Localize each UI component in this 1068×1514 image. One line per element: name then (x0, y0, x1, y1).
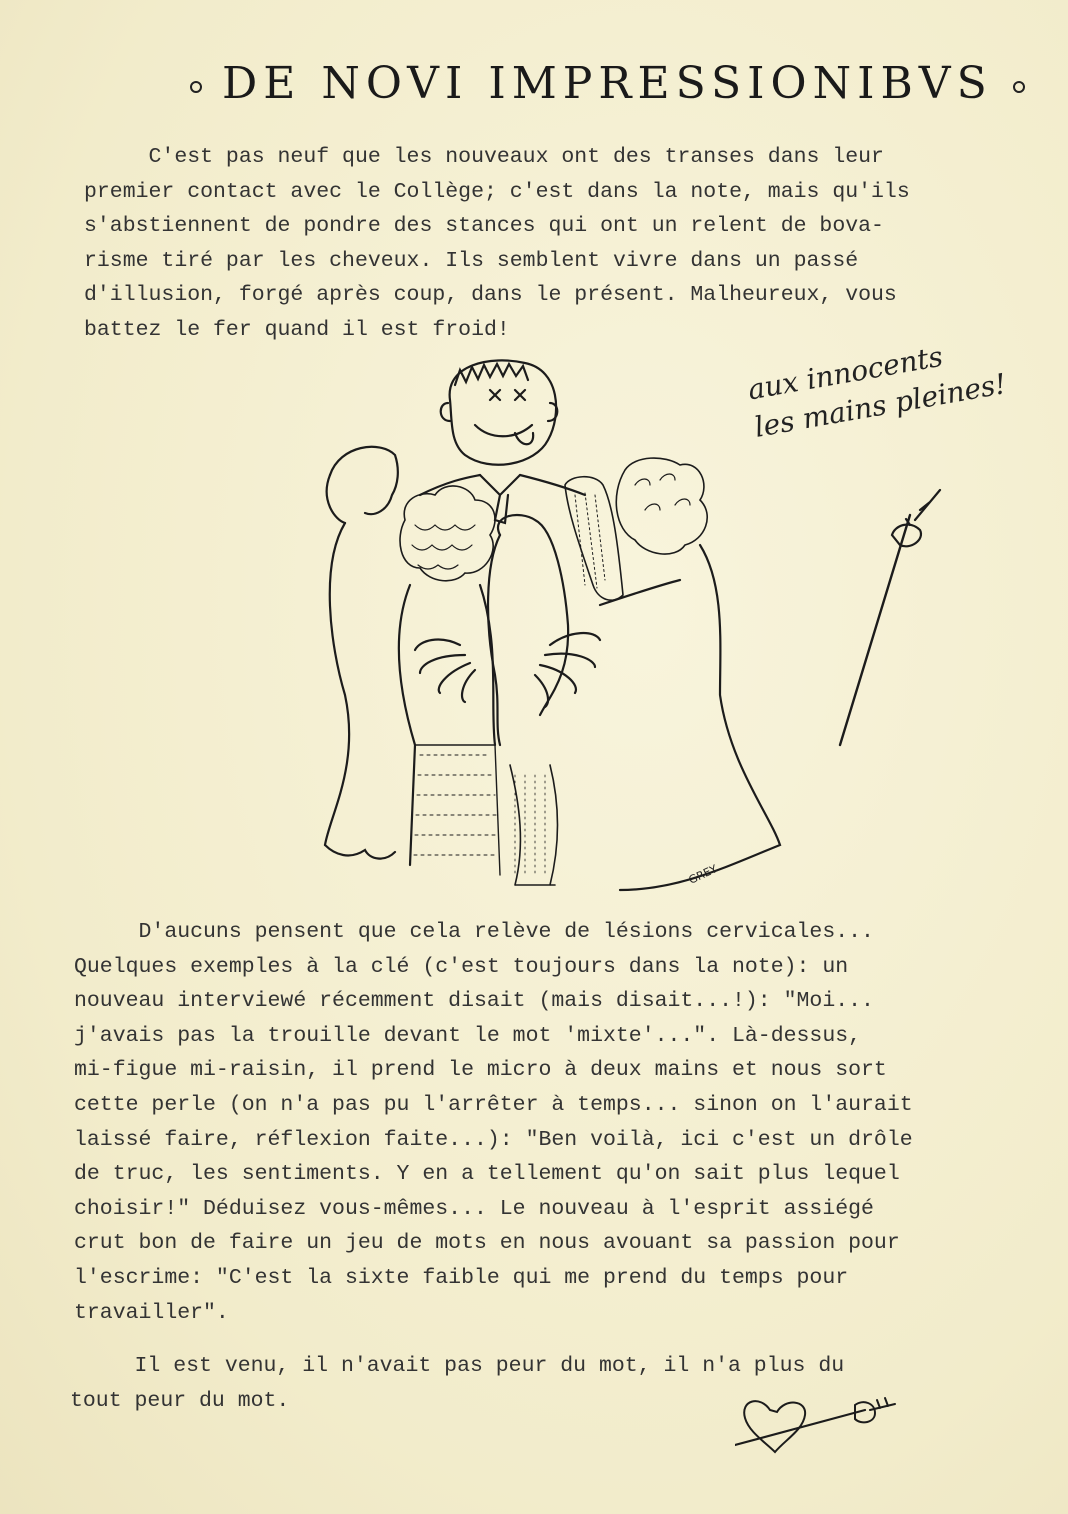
title-text: DE NOVI IMPRESSIONIBVS (222, 58, 993, 109)
cartoon-embrace-illustration (300, 345, 1000, 905)
illustration-signature: GREY (686, 862, 720, 887)
title-dot-left (190, 81, 202, 93)
title-dot-right (1013, 81, 1025, 93)
paragraph-examples: D'aucuns pensent que cela relève de lésions cervicales... Quelques exemples à la clé (c'est toujours dans la note): un nouveau interviewé récemment disait (mais disait...!): "Moi... j'avais pas la trouille devant le mot 'mixte'...". Là-dessus, mi-figue mi-raisin, il prend le micro à deux mains et nous sort cette perle (on n'a pas pu l'arrêter à temps... sinon on l'aurait laissé faire, réflexion faite...): "Ben voilà, ici c'est un drôle de truc, les sentiments. Y en a tellement qu'on sait plus lequel choisir!" Déduisez vous-mêmes... Le nouveau à l'esprit assiégé crut bon de faire un jeu de mots en nous avouant sa passion pour l'escrime: "C'est la sixte faible qui me prend du temps pour travailler". (74, 920, 913, 1325)
illustration-caption: aux innocents les mains pleines! (745, 339, 1009, 444)
paragraph-intro: C'est pas neuf que les nouveaux ont des transes dans leur premier contact avec le Collège; c'est dans la note, mais qu'ils s'abstiennent de pondre des stances qui ont un relent de bova- risme tiré par les cheveux. Ils semblent vivre dans un passé d'illusion, forgé après coup, dans le présent. Malheureux, vous battez le fer quand il est froid! (84, 145, 910, 342)
paragraph-closing: Il est venu, il n'avait pas peur du mot, il n'a plus du tout peur du mot. (70, 1354, 845, 1413)
page-title (170, 58, 993, 128)
heart-sword-icon (735, 1390, 915, 1460)
